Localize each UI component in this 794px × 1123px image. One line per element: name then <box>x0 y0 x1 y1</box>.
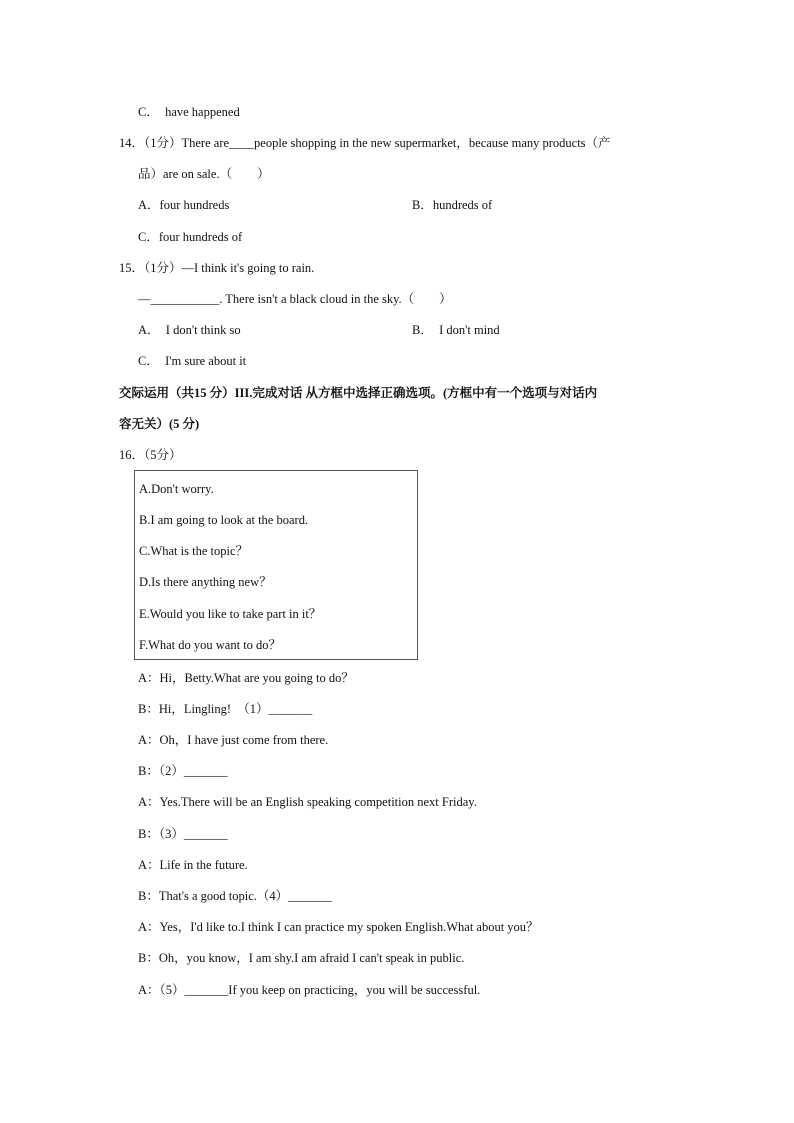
box-option-f: F.What do you want to do？ <box>139 638 282 652</box>
q15-option-a: A． I don't think so <box>138 323 241 337</box>
section-heading-line2: 容无关）(5 分) <box>119 417 200 431</box>
q14-stem-line1: 14．（1分）There are____people shopping in the new supermarket，because many products（产 <box>119 136 611 150</box>
dialogue-line: A：Yes.There will be an English speaking competition next Friday. <box>138 795 477 809</box>
q15-stem-line2: —___________. There isn't a black cloud in the sky.（ ） <box>138 292 452 306</box>
q15-option-b: B． I don't mind <box>412 323 500 337</box>
box-option-d: D.Is there anything new？ <box>139 575 272 589</box>
q13-option-c: C． have happened <box>138 105 240 119</box>
box-option-e: E.Would you like to take part in it？ <box>139 607 322 621</box>
dialogue-line: A：Yes，I'd like to.I think I can practice my spoken English.What about you？ <box>138 920 539 934</box>
section-heading-line1: 交际运用（共15 分）III.完成对话 从方框中选择正确选项。(方框中有一个选项与对话内 <box>119 386 598 400</box>
dialogue-line: B：That's a good topic.（4）_______ <box>138 889 332 903</box>
box-option-c: C.What is the topic？ <box>139 544 249 558</box>
box-option-a: A.Don't worry. <box>139 482 214 496</box>
q15-option-c: C． I'm sure about it <box>138 354 247 368</box>
box-option-b: B.I am going to look at the board. <box>139 513 309 527</box>
dialogue-line: A：（5）_______If you keep on practicing，you will be successful. <box>138 983 481 997</box>
dialogue-line: B：（3）_______ <box>138 827 228 841</box>
q14-option-c: C．four hundreds of <box>138 230 243 244</box>
q14-option-b: B．hundreds of <box>412 198 493 212</box>
q14-stem-line2: 品）are on sale.（ ） <box>138 167 270 181</box>
q16-header: 16．（5分） <box>119 448 182 462</box>
options-box <box>134 470 418 660</box>
q15-stem-line1: 15．（1分）—I think it's going to rain. <box>119 261 315 275</box>
q14-option-a: A．four hundreds <box>138 198 230 212</box>
dialogue-line: B：Oh，you know，I am shy.I am afraid I can't speak in public. <box>138 951 465 965</box>
dialogue-line: A：Hi，Betty.What are you going to do？ <box>138 671 354 685</box>
dialogue-line: B：（2）_______ <box>138 764 228 778</box>
dialogue-line: A：Life in the future. <box>138 858 248 872</box>
dialogue-line: A：Oh，I have just come from there. <box>138 733 329 747</box>
dialogue-line: B：Hi，Lingling! （1）_______ <box>138 702 313 716</box>
